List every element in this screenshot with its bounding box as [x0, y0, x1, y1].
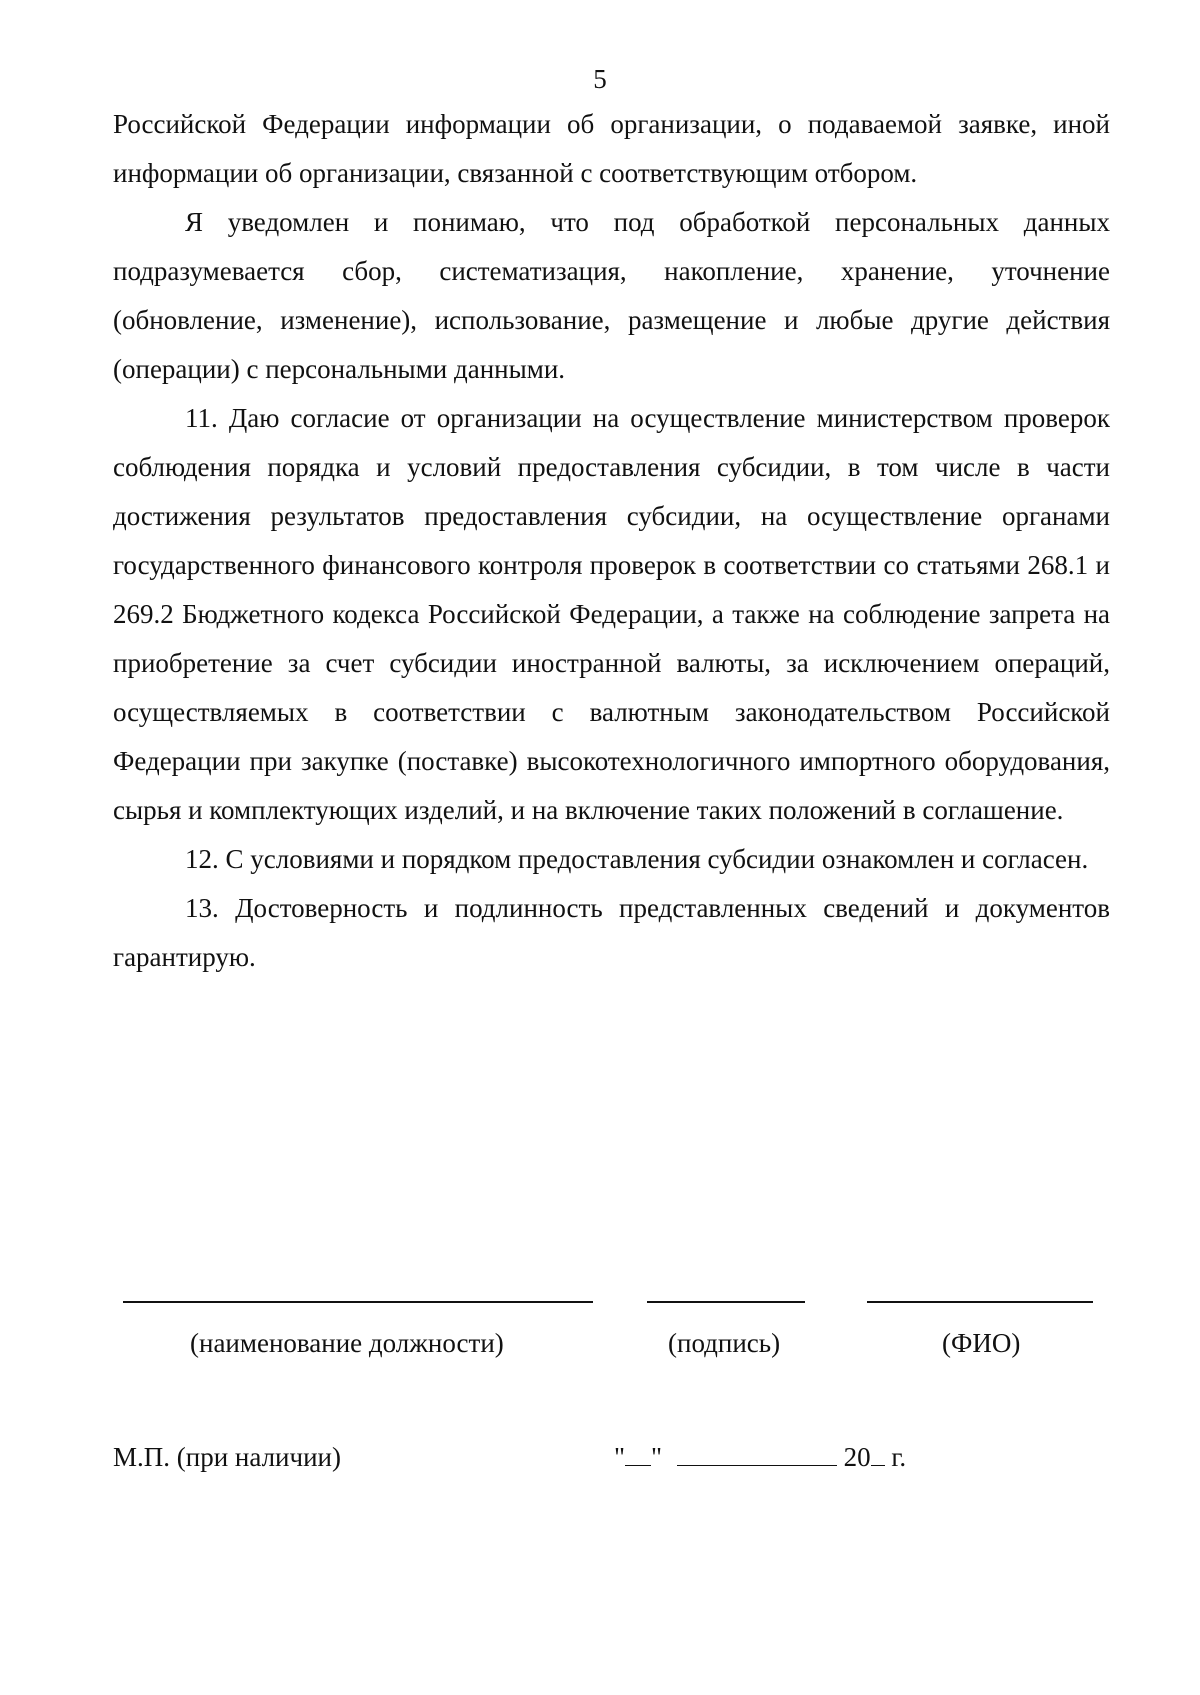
- month-blank: [677, 1443, 837, 1466]
- date-quote-open: ": [614, 1442, 626, 1472]
- date-quote-close: ": [651, 1442, 663, 1472]
- signature-lines: [0, 1301, 1200, 1303]
- year-prefix: 20: [843, 1442, 871, 1472]
- position-signature-line: [123, 1301, 593, 1303]
- position-caption: (наименование должности): [190, 1328, 504, 1358]
- name-caption: (ФИО): [942, 1328, 1021, 1358]
- page-number: 5: [593, 64, 607, 94]
- paragraph-personal-data-notice: Я уведомлен и понимаю, что под обработкой персональных данных подразумевается сбор, систематизация, накопление, хранение, уточнение (обновление, изменение), использование, размещение и любые другие действия (операции) с персональными данными.: [113, 207, 1110, 384]
- signature-caption: (подпись): [668, 1328, 781, 1358]
- document-body: [113, 100, 1110, 982]
- paragraph-continuation: Российской Федерации информации об организации, о подаваемой заявке, иной информации об организации, связанной с соответствующим отбором.: [113, 109, 1110, 188]
- day-blank: [625, 1443, 651, 1466]
- signature-line: [647, 1301, 805, 1303]
- year-suffix: г.: [891, 1442, 907, 1472]
- year-blank: [871, 1443, 885, 1466]
- date-field: [614, 1440, 906, 1474]
- paragraph-item-11: 11. Даю согласие от организации на осуществление министерством проверок соблюдения порядка и условий предоставления субсидии, в том числе в части достижения результатов предоставления субсидии, на осуществление органами государственного финансового контроля проверок в соответствии со статьями 268.1 и 269.2 Бюджетного кодекса Российской Федерации, а также на соблюдение запрета на приобретение за счет субсидии иностранной валюты, за исключением операций, осуществляемых в соответствии с валютным законодательством Российской Федерации при закупке (поставке) высокотехнологичного импортного оборудования, сырья и комплектующих изделий, и на включение таких положений в соглашение.: [113, 403, 1110, 825]
- stamp-label: М.П. (при наличии): [113, 1442, 341, 1472]
- paragraph-item-12: 12. С условиями и порядком предоставления субсидии ознакомлен и согласен.: [185, 844, 1089, 874]
- paragraph-item-13: 13. Достоверность и подлинность представленных сведений и документов гарантирую.: [113, 893, 1110, 972]
- name-signature-line: [867, 1301, 1093, 1303]
